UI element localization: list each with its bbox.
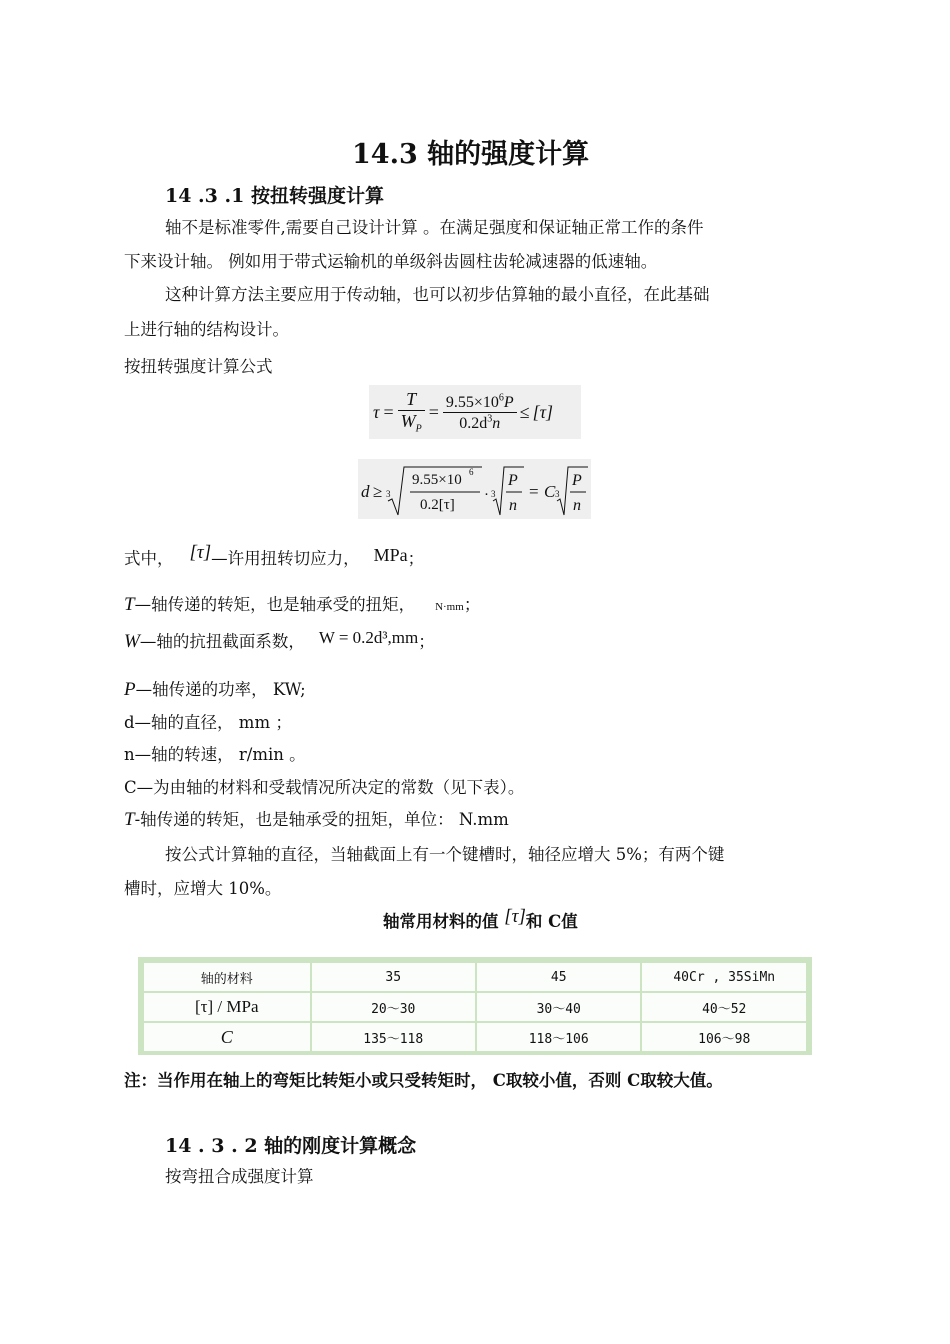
caption-text: 和 C值	[525, 912, 578, 931]
formula-symbol: n	[492, 414, 501, 432]
formula-torsion-stress	[369, 385, 581, 439]
formula-min-diameter	[358, 459, 591, 519]
section-heading-1432: 14 . 3 . 2 轴的刚度计算概念	[165, 1135, 417, 1157]
table-header-cell: 45	[477, 963, 640, 991]
section-heading-1431: 14 .3 .1 按扭转强度计算	[165, 185, 384, 207]
table-header-cell: 轴的材料	[144, 963, 310, 991]
formula-symbol: 3	[555, 489, 560, 499]
definition-text: —许用扭转切应力，	[211, 549, 360, 568]
formula-symbol: [τ]	[532, 401, 554, 422]
formula-symbol: d	[361, 482, 370, 501]
formula-symbol: τ	[373, 401, 380, 422]
formula-fraction	[398, 389, 425, 435]
formula-label: 按扭转强度计算公式	[124, 357, 273, 376]
table-cell: [τ] / MPa	[144, 993, 310, 1021]
definition-d: d—轴的直径， mm ；	[124, 713, 292, 732]
caption-text: 轴常用材料的值	[383, 912, 505, 931]
formula-symbol: =	[383, 401, 394, 422]
definition-end: ；	[463, 595, 481, 614]
definition-n: n—轴的转速， r/min 。	[124, 745, 306, 764]
definition-P	[124, 678, 306, 702]
formula-symbol: T	[398, 389, 425, 411]
table-row	[144, 993, 806, 1021]
formula-symbol: 3	[491, 489, 496, 499]
formula-symbol: 6	[469, 467, 474, 477]
table-cell: 106～98	[642, 1023, 806, 1051]
page-title: 14.3 轴的强度计算	[352, 139, 590, 170]
table-cell: 118～106	[477, 1023, 640, 1051]
table-cell: 30～40	[477, 993, 640, 1021]
formula-symbol: 0.2[τ]	[420, 497, 455, 513]
formula-symbol: n	[509, 497, 517, 514]
paragraph-line: 下来设计轴。 例如用于带式运输机的单级斜齿圆柱齿轮减速器的低速轴。	[124, 252, 658, 271]
paragraph-line: 按弯扭合成强度计算	[165, 1167, 314, 1186]
T-symbol: T	[124, 809, 135, 830]
formula-symbol: C	[544, 482, 556, 501]
paragraph-line: 这种计算方法主要应用于传动轴，也可以初步估算轴的最小直径，在此基础	[165, 285, 710, 304]
tau-symbol: [τ]	[189, 542, 212, 563]
formula-symbol: P	[572, 472, 582, 489]
definition-end: ；	[418, 632, 435, 651]
unit-text: N·mm	[435, 601, 464, 613]
formula-symbol: 3	[487, 413, 493, 425]
formula-symbol: ·	[484, 487, 489, 503]
definition-prefix: 式中，	[124, 549, 174, 568]
paragraph-line: 上进行轴的结构设计。	[124, 320, 289, 339]
formula-symbol: =	[428, 401, 439, 422]
definition-T-unit	[124, 808, 509, 832]
definition-C: C—为由轴的材料和受载情况所决定的常数（见下表）。	[124, 778, 525, 797]
unit-text: MPa	[373, 545, 408, 565]
paragraph-line: 轴不是标准零件,需要自己设计计算 。在满足强度和保证轴正常工作的条件	[165, 218, 704, 237]
table-row	[144, 1023, 806, 1051]
formula-symbol: 9.55×10	[445, 393, 499, 411]
formula-symbol: 3	[386, 489, 391, 499]
formula-symbol: ≤	[519, 401, 530, 422]
paragraph-line: 按公式计算轴的直径，当轴截面上有一个键槽时，轴径应增大 5%；有两个键	[165, 845, 725, 864]
table-cell: C	[144, 1023, 310, 1051]
materials-table	[138, 957, 812, 1055]
definition-text: —轴的抗扭截面系数，	[139, 632, 305, 651]
definition-W	[124, 630, 435, 654]
table-cell: 135～118	[312, 1023, 475, 1051]
P-symbol: P	[124, 679, 136, 700]
formula-symbol: P	[508, 472, 518, 489]
formula-symbol: n	[573, 497, 581, 514]
formula-symbol: 9.55×10	[412, 472, 462, 488]
table-header-cell: 35	[312, 963, 475, 991]
definition-text: —轴传递的功率， KW;	[135, 680, 306, 699]
table-caption	[383, 906, 578, 934]
tau-symbol: [τ]	[504, 906, 526, 927]
definition-text: -轴传递的转矩，也是轴承受的扭矩，单位： N.mm	[134, 810, 509, 829]
table-cell: 20～30	[312, 993, 475, 1021]
formula-symbol: 6	[498, 392, 504, 404]
formula-symbol: W	[400, 411, 416, 432]
formula-symbol: P	[415, 423, 422, 435]
formula-symbol: ≥	[373, 482, 383, 501]
W-symbol: W	[124, 631, 140, 652]
formula-symbol: P	[503, 393, 514, 411]
T-symbol: T	[124, 594, 135, 615]
table-row	[144, 963, 806, 991]
formula-min-diameter-svg	[358, 459, 591, 519]
paragraph-line: 槽时，应增大 10%。	[124, 879, 282, 898]
definition-text: —轴传递的转矩，也是轴承受的扭矩，	[134, 595, 416, 614]
formula-fraction	[443, 392, 517, 433]
formula-symbol: =	[529, 482, 539, 501]
table-cell: 40～52	[642, 993, 806, 1021]
definition-end: ；	[407, 549, 425, 568]
formula-symbol: 0.2d	[459, 414, 488, 432]
table-note: 注：当作用在轴上的弯矩比转矩小或只受转矩时， C取较小值，否则 C取较大值。	[124, 1071, 723, 1090]
definition-T	[124, 593, 480, 619]
W-formula: W = 0.2d³,mm	[318, 628, 419, 647]
table-header-cell: 40Cr , 35SiMn	[642, 963, 806, 991]
definition-tau	[124, 542, 425, 571]
